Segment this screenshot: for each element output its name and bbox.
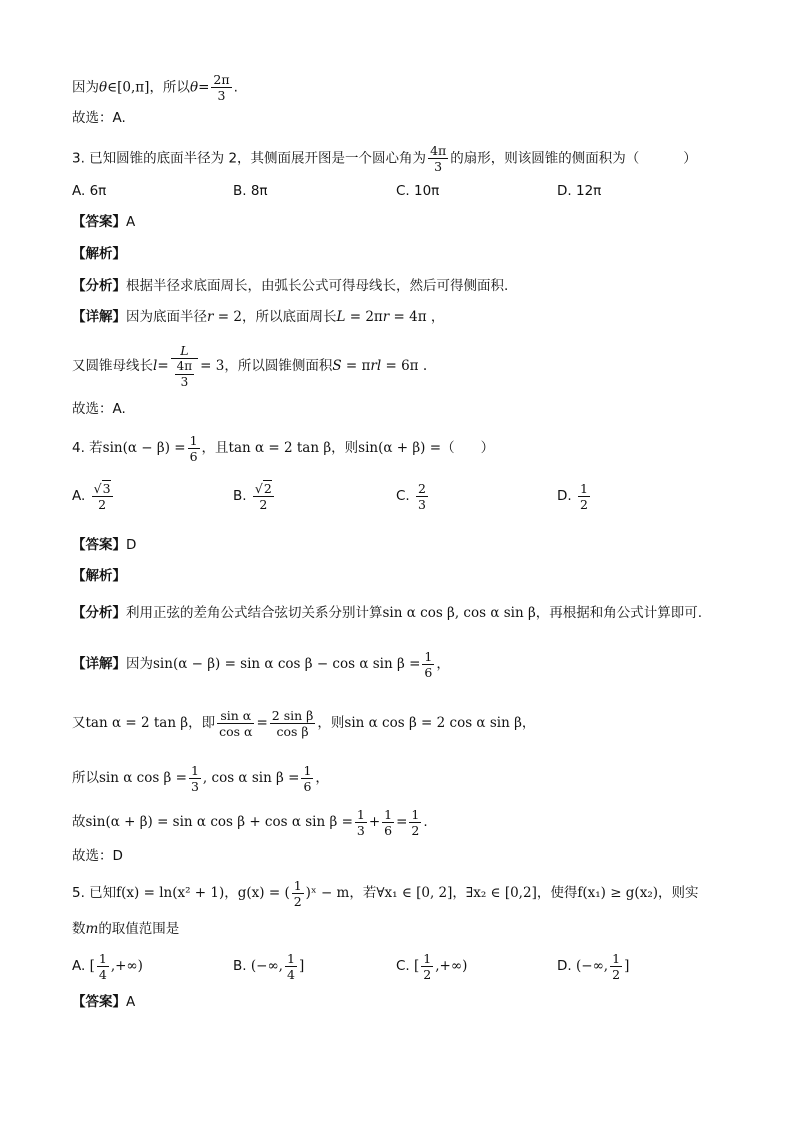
- text: 4. 若: [72, 440, 103, 456]
- fraction: [578, 481, 590, 512]
- numerator: 1: [98, 950, 107, 966]
- denominator: 2: [612, 966, 621, 982]
- option-label: B.: [233, 488, 247, 504]
- text: 5. 已知: [72, 885, 117, 901]
- numerator: 1: [303, 762, 312, 778]
- answer-tag: 【答案】: [72, 537, 126, 553]
- denominator: 2: [423, 966, 432, 982]
- math: ∀x₁ ∈ [0, 2]: [376, 885, 453, 901]
- math: sin(α + β) =: [358, 440, 442, 456]
- text: ，则实: [658, 885, 699, 901]
- fraction: [270, 708, 316, 739]
- denominator: 2: [579, 496, 588, 512]
- math: sin(α − β) =: [102, 440, 186, 456]
- fraction: [189, 763, 201, 794]
- fraction: [409, 807, 421, 838]
- math-eq: =: [396, 814, 408, 830]
- denominator: cos α: [219, 723, 253, 739]
- denominator: 3: [180, 374, 189, 389]
- line-theta-range: [72, 72, 238, 103]
- option-label: B.: [233, 958, 247, 974]
- math: = 2π: [345, 309, 383, 325]
- math-rl: rl: [370, 358, 382, 374]
- denominator: 4: [98, 966, 107, 982]
- analysis-line: [72, 603, 702, 623]
- option-label: A.: [72, 958, 86, 974]
- analysis-line: [72, 276, 508, 296]
- denominator: 6: [424, 664, 433, 680]
- analysis-tag: 【分析】: [72, 605, 126, 621]
- denominator: 2: [293, 893, 302, 909]
- math: [: [414, 958, 420, 974]
- fraction: [171, 343, 199, 390]
- math: tan α = 2 tan β: [228, 440, 332, 456]
- math: = π: [341, 358, 371, 374]
- text: ，若: [349, 885, 377, 901]
- answer-choice-line: 故选：A.: [72, 401, 126, 417]
- math-m: m: [85, 921, 99, 937]
- detail-tag: 【详解】: [72, 309, 126, 325]
- text: ，: [436, 656, 450, 672]
- option-a: [72, 948, 143, 984]
- fraction: [416, 481, 428, 512]
- math: ,+∞): [110, 958, 143, 974]
- denominator: 4: [286, 966, 295, 982]
- fraction: [217, 708, 254, 739]
- analysis-tag: 【分析】: [72, 278, 126, 294]
- text: ，再根据和角公式计算即可.: [535, 605, 703, 621]
- detail-line: [72, 760, 329, 796]
- numerator: 1: [411, 806, 420, 822]
- text: ，则: [317, 715, 345, 731]
- fraction: [253, 481, 274, 512]
- text: 数: [72, 921, 86, 937]
- denominator: 6: [384, 822, 393, 838]
- math-theta: θ: [99, 79, 108, 96]
- option-label: D.: [557, 488, 572, 504]
- denominator: 3: [190, 778, 199, 794]
- denominator: 3: [434, 159, 443, 174]
- text: ，: [452, 885, 466, 901]
- math: sin α cos β, cos α sin β: [382, 605, 536, 621]
- denominator: 6: [189, 448, 198, 464]
- math: g(x) = (: [237, 885, 290, 901]
- text: 因为: [72, 79, 99, 96]
- option-c: [396, 948, 467, 984]
- math-theta: θ: [189, 79, 199, 96]
- math: tan α = 2 tan β: [85, 715, 189, 731]
- answer-tag: 【答案】: [72, 994, 126, 1010]
- math: = 4π ，: [389, 309, 445, 325]
- text: 的扇形，则该圆锥的侧面积为（: [450, 150, 640, 167]
- text: ，使得: [536, 885, 578, 901]
- option-a: [72, 478, 115, 514]
- question-5: [72, 875, 699, 911]
- text: .: [423, 814, 428, 830]
- fraction: [175, 359, 195, 390]
- numerator: 2π: [213, 72, 230, 87]
- text: 根据半径求底面周长，由弧长公式可得母线长，然后可得侧面积.: [126, 278, 509, 294]
- analysis-heading: 【解析】: [72, 568, 126, 584]
- option-label: C.: [396, 958, 410, 974]
- detail-line: [72, 646, 450, 682]
- numerator: √3: [93, 480, 111, 496]
- math-L: L: [336, 309, 346, 325]
- text: 又: [72, 715, 86, 731]
- option-d: D. 12π: [557, 183, 602, 199]
- answer-choice-line: 故选：D: [72, 848, 123, 864]
- answer-value: A: [126, 214, 136, 230]
- fraction: [292, 878, 304, 909]
- math: ]: [624, 958, 630, 974]
- text: 利用正弦的差角公式结合弦切关系分别计算: [126, 605, 383, 621]
- math: , cos α sin β =: [202, 770, 300, 786]
- numerator: 1: [579, 480, 588, 496]
- answer-value: A: [126, 994, 136, 1010]
- text: 又圆锥母线长: [72, 358, 153, 374]
- slant-height-line: [72, 342, 427, 390]
- math: = 6π .: [381, 358, 428, 374]
- numerator: 1: [293, 877, 302, 893]
- text: 的取值范围是: [98, 921, 180, 937]
- numerator: 1: [190, 762, 199, 778]
- numerator: 4π: [176, 358, 193, 373]
- option-d: [557, 478, 592, 514]
- option-a: A. 6π: [72, 183, 107, 199]
- fraction: [301, 763, 313, 794]
- question-3: [72, 143, 697, 174]
- math-r: r: [382, 309, 390, 325]
- detail-line: [72, 705, 535, 741]
- math: f(x₁) ≥ g(x₂): [577, 885, 658, 901]
- numerator: 1: [189, 432, 198, 448]
- numerator: 1: [612, 950, 621, 966]
- radicand: 2: [263, 480, 272, 496]
- text: ，且: [201, 440, 229, 456]
- radicand: 3: [102, 480, 111, 496]
- answer-line: [72, 535, 136, 555]
- answer-line: [72, 212, 135, 232]
- math-interval: [0,π]: [117, 79, 150, 96]
- text: ，所以圆锥侧面积: [224, 358, 333, 374]
- numerator: 1: [384, 806, 393, 822]
- text: ）: [683, 150, 697, 167]
- denominator: 6: [303, 778, 312, 794]
- fraction: [422, 649, 434, 680]
- math: )ˣ − m: [305, 885, 350, 901]
- fraction: [92, 481, 113, 512]
- question-5-cont: [72, 919, 179, 939]
- option-d: [557, 948, 629, 984]
- math: sin(α + β) = sin α cos β + cos α sin β =: [85, 814, 353, 830]
- text: ，: [315, 770, 329, 786]
- numerator: 1: [356, 806, 365, 822]
- analysis-heading: 【解析】: [72, 246, 126, 262]
- numerator: sin α: [217, 708, 254, 724]
- denominator: 2: [411, 822, 420, 838]
- numerator: 4π: [430, 143, 447, 158]
- answer-choice-line: 故选：A.: [72, 110, 126, 126]
- numerator: 2: [418, 480, 426, 496]
- fraction: [428, 143, 448, 174]
- numerator: L: [171, 343, 199, 359]
- fraction: [421, 951, 433, 982]
- numerator: 1: [423, 950, 432, 966]
- text: ，则: [331, 440, 359, 456]
- denominator: [171, 359, 199, 390]
- detail-line: [72, 804, 428, 840]
- fraction: [188, 433, 200, 464]
- math: ∃x₂ ∈ [0,2]: [465, 885, 537, 901]
- math: ,+∞): [435, 958, 468, 974]
- math: (−∞,: [575, 958, 609, 974]
- denominator: 3: [217, 88, 226, 103]
- math: f(x) = ln(x² + 1): [116, 885, 225, 901]
- math-eq: =: [256, 715, 268, 731]
- numerator: 1: [424, 648, 433, 664]
- text: .: [233, 79, 238, 96]
- math: ]: [298, 958, 305, 974]
- numerator: 2 sin β: [271, 707, 314, 723]
- answer-tag: 【答案】: [72, 214, 126, 230]
- option-c: [396, 478, 430, 514]
- math-in: ∈: [107, 79, 118, 96]
- text: ，所以: [149, 79, 190, 96]
- math-eq: =: [198, 79, 210, 96]
- denominator: 2: [98, 496, 107, 512]
- text: 因为底面半径: [126, 309, 207, 325]
- math-plus: +: [368, 814, 381, 830]
- math: sin α cos β =: [99, 770, 187, 786]
- text: 故: [72, 814, 86, 830]
- text: ，即: [188, 715, 216, 731]
- option-label: C.: [396, 488, 410, 504]
- denominator: 3: [418, 496, 426, 512]
- text: = 2，所以底面周长: [213, 309, 337, 325]
- fraction: [355, 807, 367, 838]
- fraction: [610, 951, 622, 982]
- fraction: [211, 72, 231, 103]
- math-l: l: [153, 358, 158, 374]
- detail-line: [72, 307, 444, 327]
- text: （: [441, 440, 455, 456]
- question-4: [72, 430, 494, 466]
- option-b: [233, 948, 304, 984]
- math-r: r: [207, 309, 214, 325]
- numerator: 1: [286, 950, 295, 966]
- math: (−∞,: [250, 958, 283, 974]
- detail-tag: 【详解】: [72, 656, 126, 672]
- option-label: A.: [72, 488, 86, 504]
- denominator: cos β: [276, 723, 309, 739]
- text: 因为: [126, 656, 153, 672]
- option-label: D.: [557, 958, 572, 974]
- math: [: [89, 958, 95, 974]
- option-b: [233, 478, 276, 514]
- text: 3. 已知圆锥的底面半径为 2，其侧面展开图是一个圆心角为: [72, 150, 427, 167]
- text: 所以: [72, 770, 99, 786]
- fraction: [97, 951, 109, 982]
- denominator: 2: [259, 496, 268, 512]
- answer-value: D: [126, 537, 137, 553]
- denominator: 3: [356, 822, 365, 838]
- text: ，: [521, 715, 536, 731]
- fraction: [285, 951, 297, 982]
- answer-line: [72, 992, 135, 1012]
- math: sin α cos β = 2 cos α sin β: [344, 715, 522, 731]
- text: ）: [480, 440, 495, 456]
- numerator: √2: [254, 480, 272, 496]
- option-c: C. 10π: [396, 183, 440, 199]
- math: sin(α − β) = sin α cos β − cos α sin β =: [153, 656, 421, 672]
- math-eq: =: [157, 358, 169, 374]
- math: = 3: [200, 358, 225, 374]
- text: ，: [224, 885, 238, 901]
- fraction: [382, 807, 394, 838]
- option-b: B. 8π: [233, 183, 268, 199]
- math-S: S: [332, 358, 342, 374]
